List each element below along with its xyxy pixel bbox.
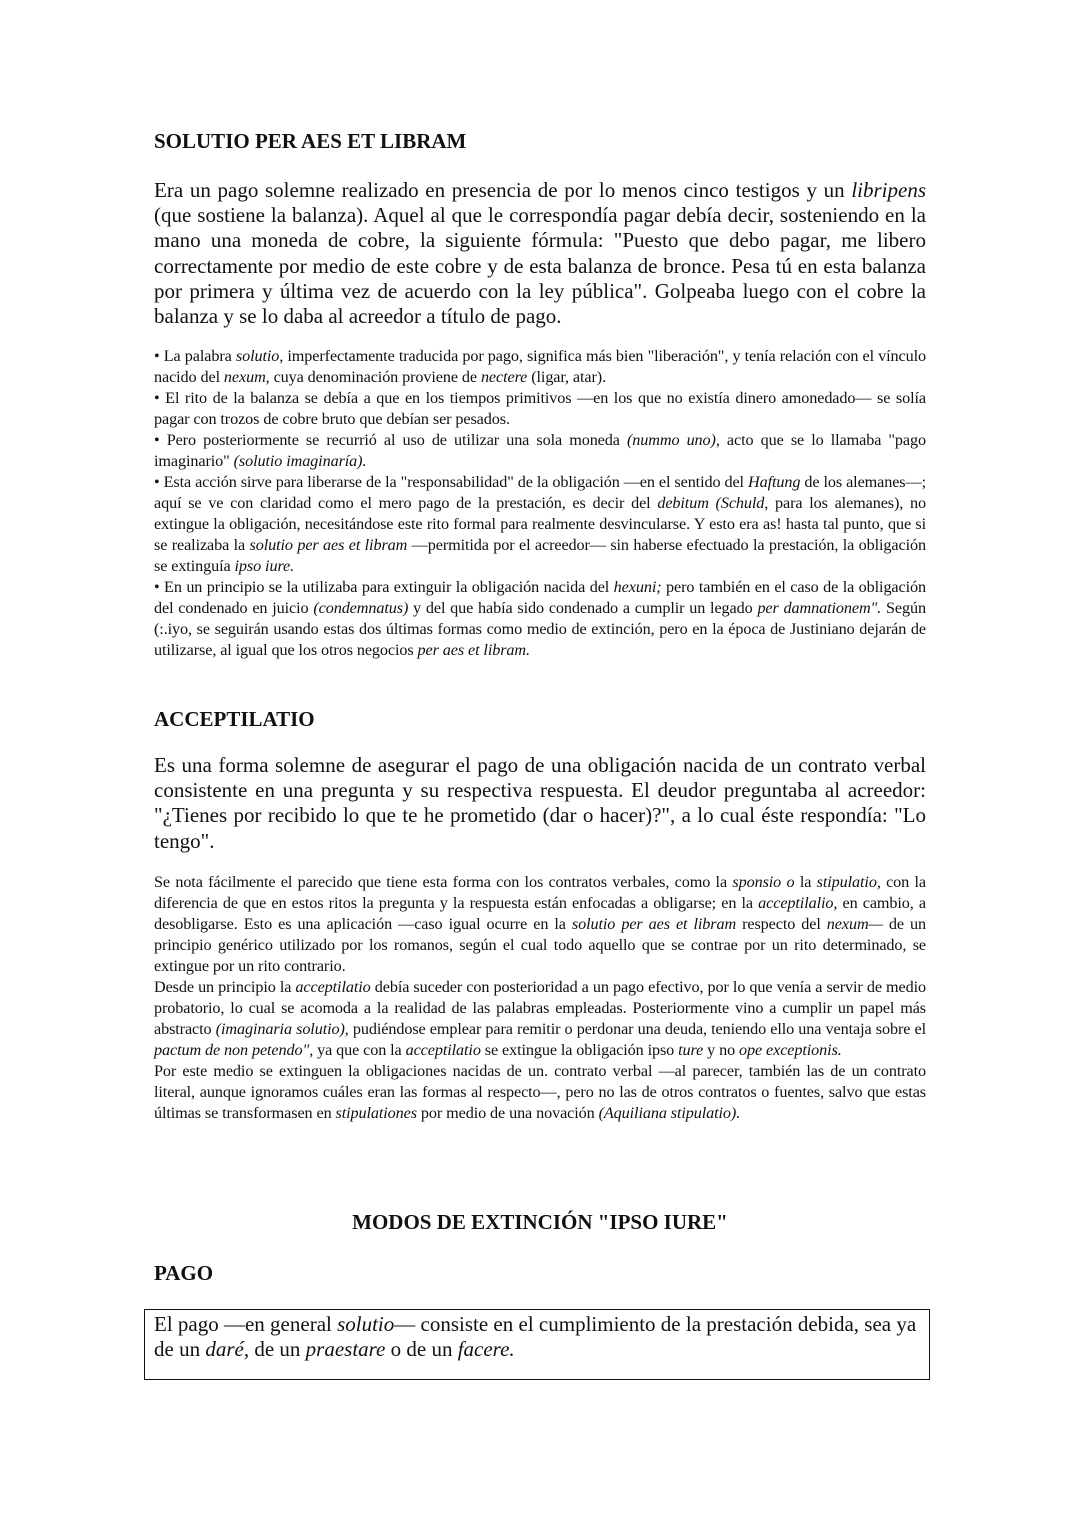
solutio-bullet-list [154,346,926,661]
italic-text: debitum (Schuld, [657,494,769,512]
heading-acceptilatio: ACCEPTILATIO [154,707,315,731]
paragraph [154,753,926,854]
text-run: y no [703,1041,740,1059]
paragraph [154,1061,926,1124]
text-run: Se nota fácilmente el parecido que tiene esta forma con los contratos verbales, como la [154,873,733,891]
italic-text: nexum, [223,368,270,386]
text-run: • El rito de la balanza se debía a que en los tiempos primitivos —en los que no existía dinero amonedado— se solía pagar con trozos de cobre bruto que debían ser pesados. [154,389,926,428]
paragraph [154,472,926,577]
italic-text: stipulationes [335,1104,417,1122]
text-run: la [794,873,817,891]
italic-text: per damnationem". [757,599,882,617]
pago-definition-box [144,1309,930,1380]
acceptilatio-body [154,872,926,1124]
text-run: se extingue la obligación ipso [480,1041,679,1059]
italic-text: (nummo uno), [626,431,720,449]
text-run: • En un principio se la utilizaba para extinguir la obligación nacida del [154,578,614,596]
text-run: • Esta acción sirve para liberarse de la "responsabilidad" de la obligación —en el sentido del [154,473,748,491]
text-run: — consiste en el cumplimiento de la prestación debida, sea ya de un [154,1312,917,1362]
text-run: cuya denominación proviene de [269,368,481,386]
italic-text: praestare [305,1337,386,1362]
italic-text: ture [678,1041,704,1059]
italic-text: solutio per aes et libram [249,536,408,554]
paragraph [154,178,926,329]
italic-text: daré, [205,1337,250,1362]
text-run: Es una forma solemne de asegurar el pago de una obligación nacida de un contrato verbal consistente en una pregunta y su respectiva respuesta. El deudor preguntaba al acreedor: "¿Tienes por recibido lo que te he prometido (dar o hacer)?", a lo cual éste respondía: "Lo tengo". [154,753,926,853]
paragraph [154,977,926,1061]
italic-text: nexum— [826,915,883,933]
italic-text: solutio, [235,347,284,365]
acceptilatio-intro-paragraph [154,753,926,854]
paragraph [154,577,926,661]
italic-text: ipso iure. [234,557,295,575]
text-run: respecto del [736,915,827,933]
text-run: (ligar, atar). [527,368,607,386]
italic-text: (condemnatus) [313,599,409,617]
text-run: por medio de una novación [416,1104,599,1122]
text-run: o de un [385,1337,458,1362]
paragraph [154,388,926,430]
text-run: pudiéndose emplear para remitir o perdonar una deuda, teniendo ello una ventaja sobre el [348,1020,926,1038]
italic-text: acceptilalio, [758,894,838,912]
section-title-modos-de-extincion: MODOS DE EXTINCIÓN "IPSO IURE" [352,1210,728,1234]
text-run: Desde un principio la [154,978,296,996]
paragraph [154,872,926,977]
text-run: Era un pago solemne realizado en presencia de por lo menos cinco testigos y un [154,178,852,202]
italic-text: acceptilatio [405,1041,481,1059]
italic-text: (solutio imaginaría). [233,452,367,470]
text-run: y del que había sido condenado a cumplir un legado [408,599,758,617]
text-run: para los alemanes), no extingue la obligación, necesitándose este rito formal para realmente desvincularse. Y esto era as! hasta tal punto, que si se realizaba la [154,494,927,554]
italic-text: nectere [480,368,528,386]
text-run: de los alemanes—; aquí se ve con claridad como el mero pago de la prestación, es decir del [154,473,926,512]
italic-text: hexuni; [613,578,662,596]
italic-text: pactum de non petendo", [154,1041,314,1059]
heading-solutio-per-aes-et-libram: SOLUTIO PER AES ET LIBRAM [154,129,467,153]
text-run: Por este medio se extinguen la obligaciones nacidas de un. contrato verbal —al parecer, también las de un contrato literal, aunque ignoramos cuáles eran las formas al respecto—, pero no las de otros contratos o fuentes, salvo que estas últimas se transformasen en [154,1062,926,1122]
text-run: imperfectamente traducida por pago, significa más bien "liberación", y tenía relación con el vínculo nacido del [154,347,927,386]
text-run: (que sostiene la balanza). Aquel al que le correspondía pagar debía decir, sosteniendo en la mano una moneda de cobre, la siguiente fórmula: "Puesto que debo pagar, me libero correctamente por medio de este cobre y de esta balanza de bronce. Pesa tú en esta balanza por primera y última vez de acuerdo con la ley pública". Golpeaba luego con el cobre la balanza y se lo daba al acreedor a título de pago. [154,203,926,329]
heading-pago: PAGO [154,1261,214,1285]
solutio-intro-paragraph [154,178,926,329]
paragraph [154,430,926,472]
text-run: El pago —en general [154,1312,338,1336]
text-run: Según (:.iyo, se seguirán usando estas dos últimas formas como medio de extinción, pero en la época de Justiniano dejarán de utilizarse, al igual que los otros negocios [154,599,926,659]
text-run: • La palabra [154,347,236,365]
italic-text: solutio per aes et libram [571,915,737,933]
italic-text: sponsio o [732,873,795,891]
text-run: de un [249,1337,306,1362]
paragraph [154,1312,920,1362]
text-run: ya que con la [313,1041,406,1059]
italic-text: libripens [851,178,926,202]
text-run: en cambio, a desobligarse. Esto es una aplicación —caso igual ocurre en la [154,894,926,933]
italic-text: per aes et libram. [417,641,530,659]
text-run: con la diferencia de que en estos ritos la pregunta y la respuesta están enfocadas a obligarse; en la [154,873,926,912]
italic-text: solutio [337,1312,395,1336]
italic-text: Haftung [747,473,801,491]
text-run: de un principio genérico utilizado por los romanos, según el cual todo aquello que se contrae por un rito determinado, se extingue por un rito contrario. [154,915,926,975]
text-run: pero también en el caso de la obligación del condenado en juicio [154,578,926,617]
italic-text: (Aquiliana stipulatio). [598,1104,741,1122]
text-run: • Pero posteriormente se recurrió al uso de utilizar una sola moneda [154,431,627,449]
text-run: acto que se lo llamaba "pago imaginario" [154,431,926,470]
italic-text: facere. [457,1337,515,1362]
italic-text: ope exceptionis. [739,1041,842,1059]
italic-text: stipulatio, [816,873,881,891]
paragraph [154,346,926,388]
italic-text: (imaginaria solutio), [215,1020,349,1038]
italic-text: acceptilatio [295,978,371,996]
text-run: —permitida por el acreedor— sin haberse efectuado la prestación, la obligación se extinguía [154,536,926,575]
text-run: debía suceder con posterioridad a un pago efectivo, por lo que venía a servir de medio probatorio, lo cual se acomoda a la realidad de las palabras empleadas. Posteriormente vino a cumplir un papel más abstracto [154,978,926,1038]
